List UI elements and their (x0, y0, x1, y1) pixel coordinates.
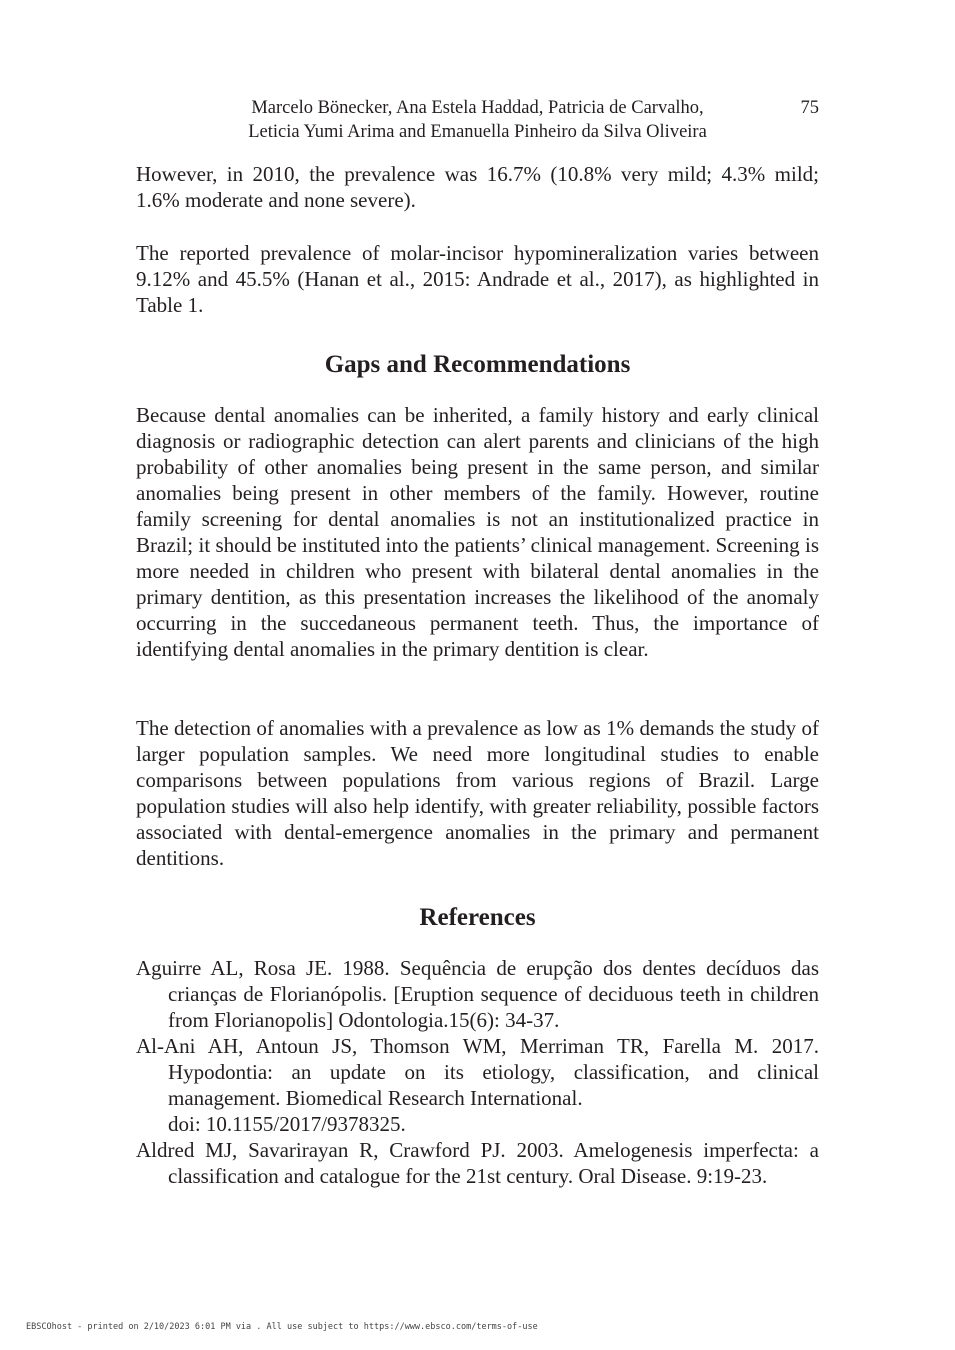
paragraph-population-studies: The detection of anomalies with a prevalence as low as 1% demands the study of larger population samples. We need more longitudinal studies to enable comparisons between populations from various regions of Brazil. Large population studies will also help identify, with greater reliability, possible factors associated with dental-emergence anomalies in the primary and permanent dentitions. (136, 716, 819, 870)
reference-item (136, 955, 819, 1033)
reference-doi: doi: 10.1155/2017/9378325. (168, 1112, 406, 1136)
heading-gaps-recommendations: Gaps and Recommendations (324, 351, 631, 378)
reference-item (136, 1033, 819, 1137)
paragraph-family-screening: Because dental anomalies can be inherited, a family history and early clinical diagnosis or radiographic detection can alert parents and clinicians of the high probability of other anomalies being present in the same person, and similar anomalies being present in other members of the family. However, routine family screening for dental anomalies is not an institutionalized practice in Brazil; it should be instituted into the patients’ clinical management. Screening is more needed in children who present with bilateral dental anomalies in the primary dentition, as this presentation increases the likelihood of the anomaly occurring in the succedaneous permanent teeth. Thus, the importance of identifying dental anomalies in the primary dentition is clear. (136, 403, 819, 661)
reference-text: Aguirre AL, Rosa JE. 1988. Sequência de erupção dos dentes decíduos das crianças de Florianópolis. [Eruption sequence of deciduous teeth in children from Florianopolis] Odontologia.15(6): 34-37. (136, 956, 819, 1032)
reference-item (136, 1137, 819, 1189)
header-authors-line-2: Leticia Yumi Arima and Emanuella Pinheiro da Silva Oliveira (248, 122, 707, 142)
header-authors-line-1: Marcelo Bönecker, Ana Estela Haddad, Patricia de Carvalho, (251, 98, 704, 118)
reference-text: Aldred MJ, Savarirayan R, Crawford PJ. 2003. Amelogenesis imperfecta: a classification and catalogue for the 21st century. Oral Disease. 9:19-23. (136, 1138, 819, 1188)
page-number: 75 (800, 98, 819, 118)
reference-list (136, 955, 819, 1189)
paragraph-prevalence-2010: However, in 2010, the prevalence was 16.7% (10.8% very mild; 4.3% mild; 1.6% moderate and none severe). (136, 162, 819, 212)
heading-references: References (419, 904, 536, 931)
running-header (136, 96, 819, 144)
reference-text: Al-Ani AH, Antoun JS, Thomson WM, Merriman TR, Farella M. 2017. Hypodontia: an update on its etiology, classification, and clinical management. Biomedical Research International. (136, 1034, 819, 1110)
header-authors (136, 96, 819, 144)
ebsco-footer: EBSCOhost - printed on 2/10/2023 6:01 PM via . All use subject to https://www.ebsco.com/terms-of-use (26, 1322, 538, 1332)
paragraph-mih-prevalence: The reported prevalence of molar-incisor hypomineralization varies between 9.12% and 45.5% (Hanan et al., 2015: Andrade et al., 2017), as highlighted in Table 1. (136, 241, 819, 317)
